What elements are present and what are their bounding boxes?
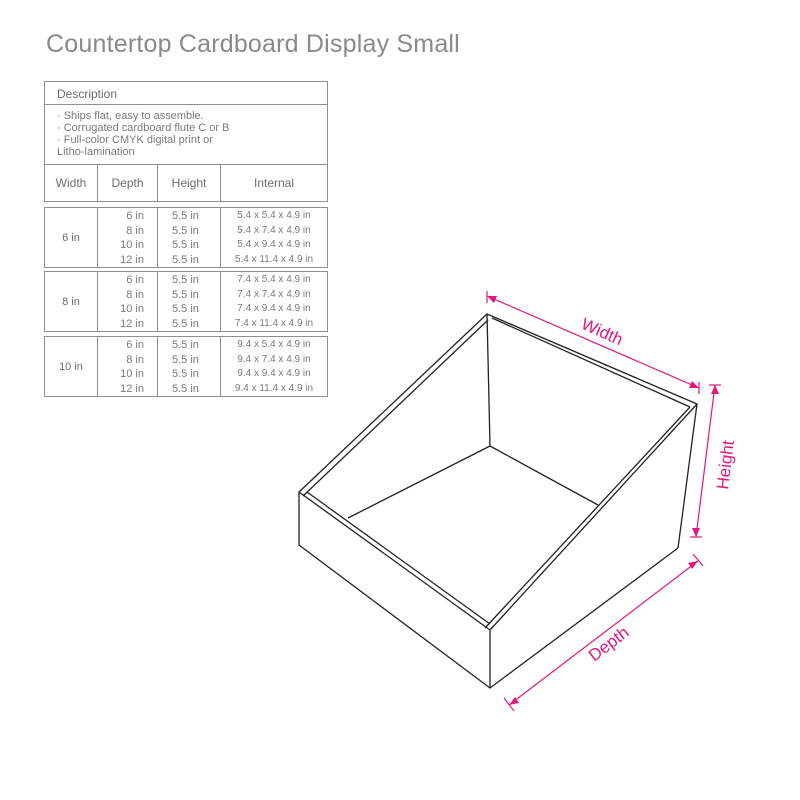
column-header-depth: Depth xyxy=(98,165,158,201)
height-value: 5.5 in xyxy=(172,274,199,286)
internal-value: 9.4 x 5.4 x 4.9 in xyxy=(237,339,311,350)
height-dimension-line xyxy=(696,385,715,537)
group-width: 10 in xyxy=(45,337,98,396)
side-slope-edge xyxy=(490,404,697,630)
column-header-height: Height xyxy=(158,165,221,201)
height-arrow-bottom xyxy=(692,528,700,537)
depth-value: 10 in xyxy=(120,368,144,381)
internal-value: 7.4 x 7.4 x 4.9 in xyxy=(237,288,311,300)
column-header-width: Width xyxy=(45,165,98,201)
height-value: 5.5 in xyxy=(172,317,199,330)
internal-value: 9.4 x 7.4 x 4.9 in xyxy=(237,353,311,365)
depth-value: 6 in xyxy=(126,339,144,351)
depth-dimension-line xyxy=(509,561,698,705)
height-value: 5.5 in xyxy=(172,253,199,266)
depth-value: 6 in xyxy=(126,210,144,222)
back-rim-inner-edge xyxy=(303,320,488,496)
description-line: Litho-lamination xyxy=(57,146,135,158)
height-arrow-top xyxy=(711,385,719,394)
height-value: 5.5 in xyxy=(172,288,199,301)
box-outline xyxy=(299,314,697,688)
height-value: 5.5 in xyxy=(172,224,199,237)
width-arrow-end xyxy=(689,381,699,388)
internal-value: 7.4 x 5.4 x 4.9 in xyxy=(237,274,311,285)
internal-value: 5.4 x 5.4 x 4.9 in xyxy=(237,210,311,221)
description-header: Description xyxy=(45,82,327,105)
front-panel xyxy=(299,492,490,688)
bottom-right-edge xyxy=(490,548,678,688)
depth-value: 12 in xyxy=(120,382,144,395)
internal-value: 5.4 x 9.4 x 4.9 in xyxy=(237,239,311,251)
depth-value: 8 in xyxy=(126,288,144,301)
description-line: · Corrugated cardboard flute C or B xyxy=(57,122,230,134)
depth-value: 6 in xyxy=(126,274,144,286)
description-line: · Full-color CMYK digital print or xyxy=(57,134,213,146)
depth-value: 8 in xyxy=(126,224,144,237)
floor-edge xyxy=(348,446,598,518)
depth-value: 12 in xyxy=(120,253,144,266)
back-corner-edge xyxy=(487,314,490,446)
page-title: Countertop Cardboard Display Small xyxy=(46,30,460,58)
depth-value: 10 in xyxy=(120,239,144,252)
height-value: 5.5 in xyxy=(172,368,199,381)
height-value: 5.5 in xyxy=(172,339,199,351)
internal-value: 9.4 x 11.4 x 4.9 in xyxy=(234,382,314,394)
depth-extension-start xyxy=(504,698,514,711)
height-value: 5.5 in xyxy=(172,303,199,316)
side-slope-inner-edge xyxy=(485,407,690,628)
height-value: 5.5 in xyxy=(172,382,199,395)
height-label: Height xyxy=(713,439,738,491)
width-arrow-start xyxy=(487,296,497,303)
depth-label: Depth xyxy=(584,622,633,666)
internal-value: 7.4 x 9.4 x 4.9 in xyxy=(237,303,311,315)
depth-value: 10 in xyxy=(120,303,144,316)
column-header-internal: Internal xyxy=(253,176,295,190)
front-panel-inner-edge xyxy=(307,492,490,624)
internal-value: 5.4 x 11.4 x 4.9 in xyxy=(234,253,314,265)
group-width: 8 in xyxy=(45,272,98,331)
internal-value: 7.4 x 11.4 x 4.9 in xyxy=(234,317,314,329)
height-value: 5.5 in xyxy=(172,210,199,222)
description-line: · Ships flat, easy to assemble. xyxy=(57,110,204,122)
height-value: 5.5 in xyxy=(172,353,199,366)
width-label: Width xyxy=(578,314,626,350)
depth-value: 8 in xyxy=(126,353,144,366)
depth-value: 12 in xyxy=(120,317,144,330)
height-value: 5.5 in xyxy=(172,239,199,252)
group-width: 6 in xyxy=(45,208,98,267)
internal-value: 5.4 x 7.4 x 4.9 in xyxy=(237,224,311,236)
width-dimension-line xyxy=(487,296,699,388)
internal-value: 9.4 x 9.4 x 4.9 in xyxy=(237,368,311,380)
